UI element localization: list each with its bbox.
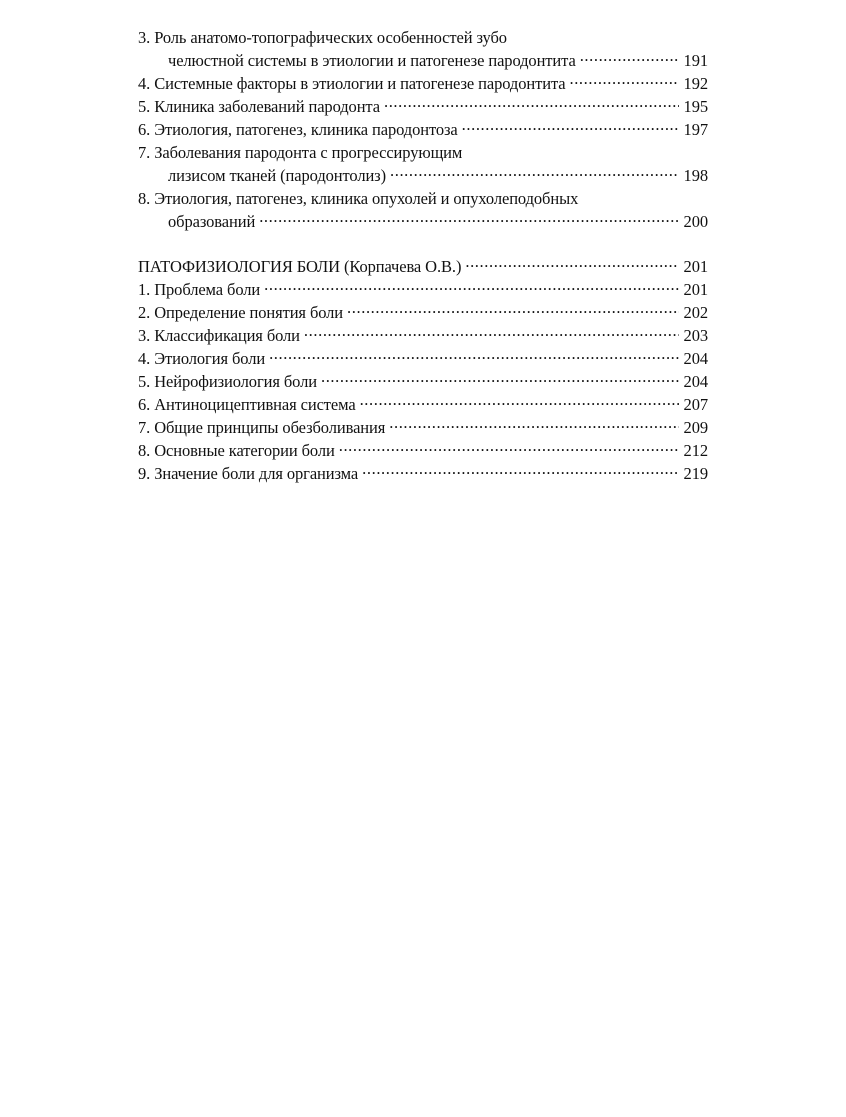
toc-page-number: 219	[683, 464, 708, 483]
dot-leader	[569, 73, 679, 90]
toc-entry-line	[138, 118, 708, 141]
toc-entry[interactable]	[138, 393, 708, 416]
toc-entry-line	[138, 187, 708, 210]
toc-entry[interactable]	[138, 462, 708, 485]
toc-entry[interactable]	[138, 278, 708, 301]
toc-entry-title: 6. Этиология, патогенез, клиника пародонтоза	[138, 120, 458, 139]
toc-entry-line	[138, 301, 708, 324]
toc-entry-title: 5. Нейрофизиология боли	[138, 372, 317, 391]
toc-entry[interactable]	[138, 324, 708, 347]
toc-entry-title: 3. Классификация боли	[138, 326, 300, 345]
toc-page-number: 192	[683, 74, 708, 93]
toc-entry-line	[138, 393, 708, 416]
toc-page-number: 195	[683, 97, 708, 116]
toc-entry[interactable]	[138, 118, 708, 141]
toc-entry[interactable]	[138, 187, 708, 233]
toc-entry-title: 4. Этиология боли	[138, 349, 266, 368]
dot-leader	[259, 211, 679, 228]
dot-leader	[304, 325, 679, 342]
toc-entry-title: 4. Системные факторы в этиологии и патогенезе пародонтита	[138, 74, 566, 93]
toc-entry-line	[138, 462, 708, 485]
toc-entry-title-continuation: челюстной системы в этиологии и патогенезе пародонтита	[168, 51, 576, 70]
toc-entry[interactable]	[138, 26, 708, 72]
toc-entry-title: 8. Основные категории боли	[138, 441, 335, 460]
dot-leader	[264, 279, 679, 296]
toc-entry-line	[138, 278, 708, 301]
dot-leader	[384, 96, 679, 113]
toc-entry[interactable]	[138, 141, 708, 187]
toc-entry-line	[138, 255, 708, 278]
toc-page-number: 204	[683, 349, 708, 368]
toc-entry-line	[138, 164, 708, 187]
toc-entry-line	[138, 141, 708, 164]
dot-leader	[389, 417, 679, 434]
toc-entry-line	[138, 72, 708, 95]
dot-leader	[390, 165, 679, 182]
toc-entry-line	[138, 95, 708, 118]
dot-leader	[360, 394, 679, 411]
toc-page-number: 201	[683, 257, 708, 276]
dot-leader	[465, 256, 679, 273]
dot-leader	[339, 440, 679, 457]
toc-page-number: 200	[683, 212, 708, 231]
toc-entry-title: 5. Клиника заболеваний пародонта	[138, 97, 380, 116]
toc-entry[interactable]	[138, 416, 708, 439]
section-spacer	[138, 233, 708, 255]
toc-entry[interactable]	[138, 347, 708, 370]
toc-page-number: 202	[683, 303, 708, 322]
dot-leader	[580, 50, 679, 67]
toc-entry-line	[138, 324, 708, 347]
toc-entry[interactable]	[138, 72, 708, 95]
toc-page-number: 201	[683, 280, 708, 299]
toc-entry[interactable]	[138, 301, 708, 324]
toc-entry-title: 7. Общие принципы обезболивания	[138, 418, 386, 437]
toc-page-number: 197	[683, 120, 708, 139]
toc-page-number: 204	[683, 372, 708, 391]
toc-entry-line	[138, 26, 708, 49]
toc-entry-title: 9. Значение боли для организма	[138, 464, 359, 483]
toc-entry-line	[138, 439, 708, 462]
chapter-title: ПАТОФИЗИОЛОГИЯ БОЛИ (Корпачева О.В.)	[138, 257, 462, 276]
toc-entry-title: 3. Роль анатомо-топографических особенностей зубо	[138, 28, 507, 47]
toc-entry-line	[138, 210, 708, 233]
toc-chapter-heading[interactable]	[138, 255, 708, 278]
toc-page-number: 212	[683, 441, 708, 460]
toc-entry-line	[138, 370, 708, 393]
dot-leader	[462, 119, 679, 136]
toc-entry-title: 1. Проблема боли	[138, 280, 261, 299]
toc-page-number: 209	[683, 418, 708, 437]
toc-page-number: 203	[683, 326, 708, 345]
dot-leader	[362, 463, 679, 480]
dot-leader	[347, 302, 679, 319]
toc-entry-line	[138, 347, 708, 370]
toc-entry-title-continuation: образований	[168, 212, 256, 231]
table-of-contents	[138, 26, 708, 485]
toc-entry[interactable]	[138, 95, 708, 118]
toc-entry-title: 8. Этиология, патогенез, клиника опухолей и опухолеподобных	[138, 189, 579, 208]
toc-entry-title: 2. Определение понятия боли	[138, 303, 344, 322]
toc-page-number: 207	[683, 395, 708, 414]
toc-entry-line	[138, 49, 708, 72]
dot-leader	[269, 348, 679, 365]
toc-entry-title: 7. Заболевания пародонта с прогрессирующим	[138, 143, 463, 162]
toc-entry[interactable]	[138, 439, 708, 462]
toc-entry[interactable]	[138, 370, 708, 393]
toc-page-number: 198	[683, 166, 708, 185]
toc-entry-title: 6. Антиноцицептивная система	[138, 395, 356, 414]
toc-entry-title-continuation: лизисом тканей (пародонтолиз)	[168, 166, 386, 185]
dot-leader	[321, 371, 679, 388]
toc-page-number: 191	[683, 51, 708, 70]
toc-entry-line	[138, 416, 708, 439]
